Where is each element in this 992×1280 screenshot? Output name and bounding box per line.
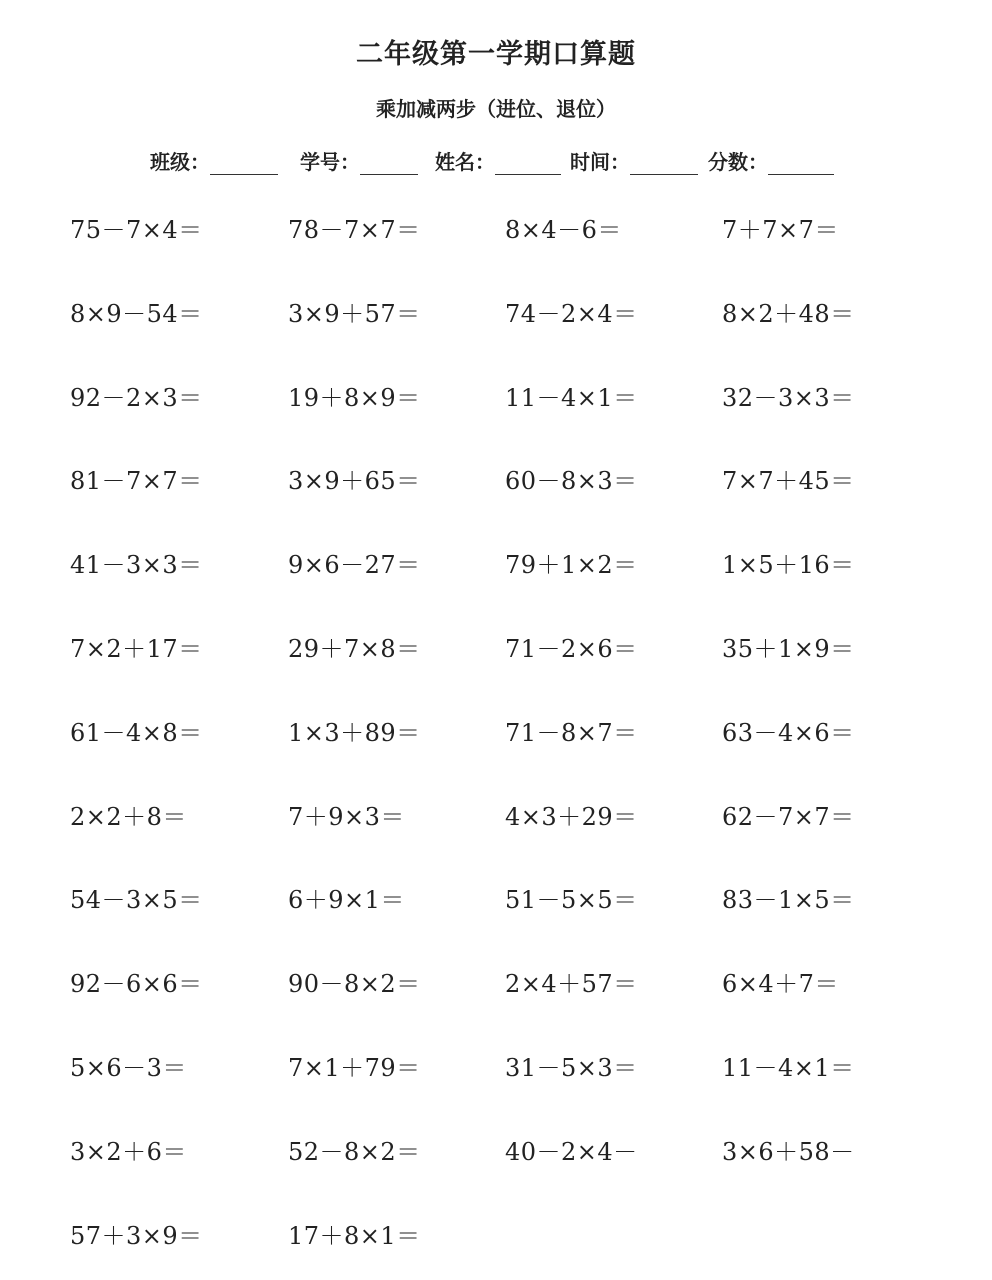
math-problem: 74－2×4＝ [505, 300, 638, 328]
class-label: 班级： [150, 150, 210, 174]
math-problem: 2×2＋8＝ [70, 803, 187, 831]
math-problem: 7＋7×7＝ [722, 216, 839, 244]
math-problem: 7×1＋79＝ [288, 1054, 421, 1082]
math-problem: 32－3×3＝ [722, 384, 855, 412]
math-problem: 71－8×7＝ [505, 719, 638, 747]
math-problem: 78－7×7＝ [288, 216, 421, 244]
student-number-field [300, 146, 418, 175]
math-problem: 52－8×2＝ [288, 1138, 421, 1166]
score-field [708, 146, 834, 175]
math-problem: 79＋1×2＝ [505, 551, 638, 579]
name-label: 姓名： [435, 150, 495, 174]
math-problem: 1×3＋89＝ [288, 719, 421, 747]
math-problem: 3×9＋57＝ [288, 300, 421, 328]
student-number-label: 学号： [300, 150, 360, 174]
worksheet-subtitle: 乘加减两步（进位、退位） [376, 97, 616, 121]
math-problem: 71－2×6＝ [505, 635, 638, 663]
math-problem: 19＋8×9＝ [288, 384, 421, 412]
score-label: 分数： [708, 150, 768, 174]
math-problem: 90－8×2＝ [288, 970, 421, 998]
math-problem: 81－7×7＝ [70, 467, 203, 495]
time-label: 时间： [570, 150, 630, 174]
worksheet-title: 二年级第一学期口算题 [356, 39, 636, 70]
class-blank[interactable] [210, 152, 278, 175]
math-problem: 92－2×3＝ [70, 384, 203, 412]
math-problem: 35＋1×9＝ [722, 635, 855, 663]
math-problem: 1×5＋16＝ [722, 551, 855, 579]
math-problem: 92－6×6＝ [70, 970, 203, 998]
student-number-blank[interactable] [360, 152, 418, 175]
math-problem: 3×9＋65＝ [288, 467, 421, 495]
math-problem: 4×3＋29＝ [505, 803, 638, 831]
math-problem: 54－3×5＝ [70, 886, 203, 914]
math-problem: 62－7×7＝ [722, 803, 855, 831]
time-blank[interactable] [630, 152, 698, 175]
math-problem: 40－2×4－ [505, 1138, 638, 1166]
math-problem: 7＋9×3＝ [288, 803, 405, 831]
name-field [435, 146, 561, 175]
math-problem: 11－4×1＝ [505, 384, 638, 412]
math-problem: 29＋7×8＝ [288, 635, 421, 663]
math-problem: 8×2＋48＝ [722, 300, 855, 328]
math-problem: 57＋3×9＝ [70, 1222, 203, 1250]
math-problem: 5×6－3＝ [70, 1054, 187, 1082]
math-problem: 41－3×3＝ [70, 551, 203, 579]
math-problem: 7×2＋17＝ [70, 635, 203, 663]
math-problem: 17＋8×1＝ [288, 1222, 421, 1250]
math-problem: 51－5×5＝ [505, 886, 638, 914]
math-problem: 6＋9×1＝ [288, 886, 405, 914]
score-blank[interactable] [768, 152, 834, 175]
math-problem: 9×6－27＝ [288, 551, 421, 579]
time-field [570, 146, 698, 175]
math-problem: 60－8×3＝ [505, 467, 638, 495]
class-field [150, 146, 278, 175]
math-problem: 8×4－6＝ [505, 216, 622, 244]
math-problem: 11－4×1＝ [722, 1054, 855, 1082]
math-problem: 31－5×3＝ [505, 1054, 638, 1082]
math-problem: 83－1×5＝ [722, 886, 855, 914]
math-problem: 3×6＋58－ [722, 1138, 855, 1166]
math-problem: 75－7×4＝ [70, 216, 203, 244]
name-blank[interactable] [495, 152, 561, 175]
math-problem: 2×4＋57＝ [505, 970, 638, 998]
math-problem: 6×4＋7＝ [722, 970, 839, 998]
math-problem: 8×9－54＝ [70, 300, 203, 328]
math-problem: 61－4×8＝ [70, 719, 203, 747]
math-problem: 3×2＋6＝ [70, 1138, 187, 1166]
math-problem: 7×7＋45＝ [722, 467, 855, 495]
math-problem: 63－4×6＝ [722, 719, 855, 747]
